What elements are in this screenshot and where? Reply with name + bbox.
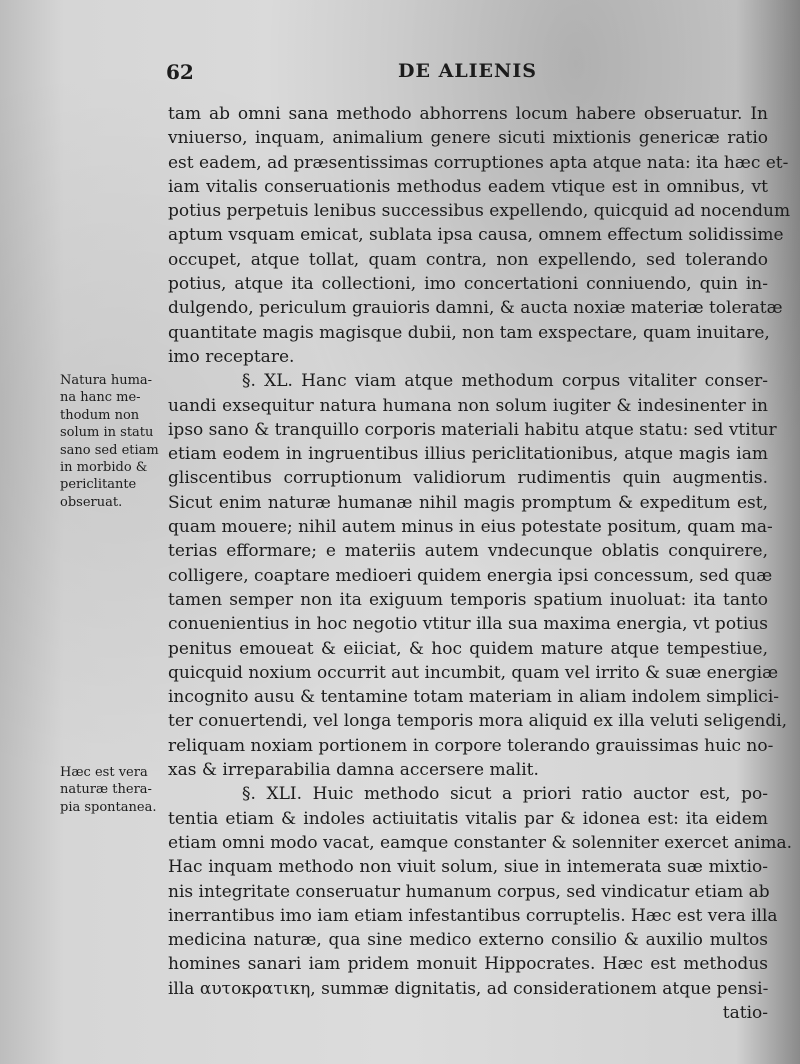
page-number: 62	[166, 60, 194, 84]
body-text	[168, 102, 793, 1025]
body-line: nis integritate conseruatur humanum corpus, sed vindicatur etiam ab	[168, 881, 770, 902]
margin-note-line: obseruat.	[60, 494, 123, 510]
body-line: quicquid noxium occurrit aut incumbit, quam vel irrito & suæ energiæ	[168, 662, 779, 683]
body-line: est eadem, ad præsentissimas corruptiones apta atque nata: ita hæc et-	[168, 152, 789, 173]
body-line: quantitate magis magisque dubii, non tam exspectare, quam inuitare,	[168, 322, 770, 343]
body-line: vniuerso, inquam, animalium genere sicuti mixtionis genericæ ratio	[168, 128, 768, 149]
margin-note-line: pia spontanea.	[60, 799, 157, 815]
body-line: Hac inquam methodo non viuit solum, siue in intemerata suæ mixtio-	[168, 857, 768, 878]
body-line: homines sanari iam pridem monuit Hippocrates. Hæc est methodus	[168, 954, 768, 975]
margin-note-line: Hæc est vera	[60, 765, 148, 780]
body-line: iam vitalis conseruationis methodus eadem vtique est in omnibus, vt	[168, 176, 768, 197]
body-line: ipso sano & tranquillo corporis materiali habitu atque statu: sed vtitur	[168, 419, 777, 440]
body-line: illa αυτοκρατικη, summæ dignitatis, ad considerationem atque pensi-	[168, 978, 769, 999]
body-line: etiam eodem in ingruentibus illius periclitationibus, atque magis iam	[168, 444, 768, 465]
body-line: penitus emoueat & eiiciat, & hoc quidem mature atque tempestiue,	[168, 638, 768, 659]
body-line: incognito ausu & tentamine totam materiam in aliam indolem simplici-	[168, 687, 780, 708]
body-line: ter conuertendi, vel longa temporis mora aliquid ex illa veluti seligendi,	[168, 711, 788, 732]
body-line: tentia etiam & indoles actiuitatis vitalis par & idonea est: ita eidem	[168, 808, 768, 829]
body-line: occupet, atque tollat, quam contra, non expellendo, sed tolerando	[168, 249, 768, 270]
body-line: gliscentibus corruptionum validiorum rudimentis quin augmentis.	[168, 468, 768, 489]
margin-note-line: periclitante	[60, 477, 137, 493]
margin-note-line: naturæ thera-	[60, 782, 152, 798]
section-heading-xli: §. XLI. Huic methodo sicut a priori ratio auctor est, po-	[242, 784, 768, 805]
body-line: reliquam noxiam portionem in corpore tolerando grauissimas huic no-	[168, 735, 774, 756]
body-line: potius, atque ita collectioni, imo concertationi conniuendo, quin in-	[168, 274, 768, 295]
body-line: imo receptare.	[168, 346, 295, 367]
body-line: dulgendo, periculum grauioris damni, & aucta noxiæ materiæ toleratæ	[168, 298, 783, 319]
body-line: medicina naturæ, qua sine medico externo consilio & auxilio multos	[168, 930, 768, 951]
running-head: DE ALIENIS	[398, 60, 538, 82]
margin-note-line: na hanc me-	[60, 390, 141, 406]
margin-note-natura	[60, 372, 170, 511]
margin-note-line: in morbido &	[60, 459, 148, 475]
margin-note-line: Natura huma-	[60, 373, 153, 388]
body-line: tam ab omni sana methodo abhorrens locum habere obseruatur. In	[168, 104, 768, 124]
margin-note-line: solum in statu	[60, 425, 154, 441]
section-heading-xl: §. XL. Hanc viam atque methodum corpus vitaliter conser-	[242, 371, 768, 392]
body-line: colligere, coaptare medioeri quidem energia ipsi concessum, sed quæ	[168, 565, 773, 586]
body-line: uandi exsequitur natura humana non solum iugiter & indesinenter in	[168, 395, 768, 416]
body-line: xas & irreparabilia damna accersere malit.	[168, 760, 539, 781]
body-line: potius perpetuis lenibus successibus expellendo, quicquid ad nocendum	[168, 201, 791, 222]
margin-note-therapia	[60, 764, 170, 816]
body-line: Sicut enim naturæ humanæ nihil magis promptum & expeditum est,	[168, 492, 768, 513]
catchword: tatio-	[722, 1002, 768, 1023]
body-line: inerrantibus imo iam etiam infestantibus corruptelis. Hæc est vera illa	[168, 905, 778, 926]
body-line: terias efformare; e materiis autem vndecunque oblatis conquirere,	[168, 541, 768, 562]
page-header	[0, 56, 800, 90]
margin-note-line: sano sed etiam	[60, 442, 159, 458]
body-line: etiam omni modo vacat, eamque constanter & solenniter exercet anima.	[168, 832, 793, 853]
body-line: conuenientius in hoc negotio vtitur illa sua maxima energia, vt potius	[168, 614, 768, 635]
body-line: aptum vsquam emicat, sublata ipsa causa, omnem effectum solidissime	[168, 225, 784, 246]
margin-note-line: thodum non	[60, 407, 140, 423]
body-line: quam mouere; nihil autem minus in eius potestate positum, quam ma-	[168, 517, 773, 538]
body-line: tamen semper non ita exiguum temporis spatium inuoluat: ita tanto	[168, 589, 768, 610]
